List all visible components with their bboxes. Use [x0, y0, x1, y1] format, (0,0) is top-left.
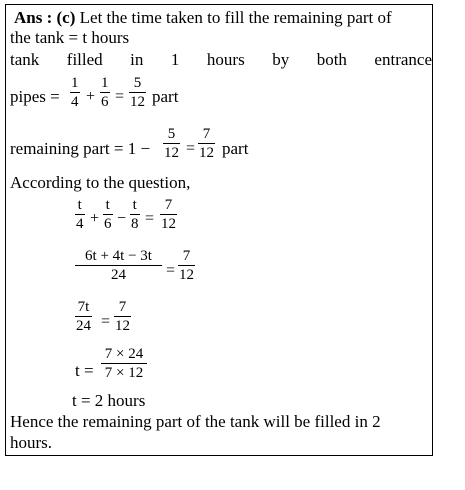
operator: =	[166, 262, 176, 279]
word: both	[316, 50, 347, 69]
answer-intro: Let the time taken to fill the remaining part of	[79, 8, 392, 27]
denominator: 24	[76, 318, 91, 334]
numerator: 7t	[77, 299, 90, 315]
fraction	[75, 197, 85, 234]
fraction	[100, 75, 110, 112]
conclusion-line-2: hours.	[10, 433, 53, 452]
numerator: t	[105, 197, 110, 213]
operator: =	[145, 210, 155, 227]
numerator: 5	[133, 75, 142, 91]
operator: =	[101, 313, 111, 330]
operator: +	[86, 88, 96, 105]
fraction	[178, 248, 195, 285]
fraction	[198, 126, 215, 163]
fraction	[129, 75, 146, 112]
fraction	[70, 75, 80, 112]
word: entrance	[374, 50, 432, 69]
word: filled	[66, 50, 103, 69]
denominator: 12	[199, 145, 214, 161]
operator: +	[90, 210, 100, 227]
denominator: 4	[76, 216, 84, 232]
numerator: 1	[71, 75, 79, 91]
fraction	[103, 197, 113, 234]
operator: =	[186, 140, 196, 157]
fraction	[101, 346, 147, 383]
answer-label: Ans : (c)	[14, 8, 76, 27]
pipes-suffix: part	[152, 87, 179, 106]
numerator: 7 × 24	[104, 346, 144, 362]
denominator: 12	[115, 318, 130, 334]
conclusion-line-1: Hence the remaining part of the tank will be filled in 2	[10, 412, 381, 431]
fraction	[130, 197, 140, 234]
numerator: 7	[182, 248, 191, 264]
eq4-prefix: t =	[75, 361, 94, 380]
word: by	[272, 50, 290, 69]
word: hours	[206, 50, 245, 69]
fraction	[163, 126, 180, 163]
operator: −	[117, 210, 127, 227]
word: tank	[10, 50, 40, 69]
denominator: 6	[101, 94, 109, 110]
answer-line-1	[14, 8, 392, 28]
remaining-suffix: part	[222, 139, 249, 158]
answer-box	[5, 4, 433, 456]
numerator: t	[77, 197, 82, 213]
numerator: t	[132, 197, 137, 213]
denominator: 12	[161, 216, 176, 232]
word: in	[130, 50, 144, 69]
answer-line-2: the tank = t hours	[10, 28, 130, 47]
operator: =	[115, 88, 125, 105]
numerator: 7	[164, 197, 173, 213]
denominator: 7 × 12	[101, 363, 147, 383]
fraction	[160, 197, 177, 234]
numerator: 5	[167, 126, 176, 142]
denominator: 4	[71, 94, 79, 110]
fraction	[75, 299, 92, 336]
numerator: 7	[118, 299, 127, 315]
word: 1	[170, 50, 180, 69]
denominator: 24	[75, 265, 162, 285]
fraction	[114, 299, 131, 336]
denominator: 12	[130, 94, 145, 110]
denominator: 8	[131, 216, 139, 232]
denominator: 12	[164, 145, 179, 161]
pipes-prefix: pipes =	[10, 87, 60, 106]
remaining-prefix: remaining part = 1 −	[10, 139, 151, 158]
answer-line-3	[10, 50, 432, 70]
numerator: 6t + 4t − 3t	[85, 248, 152, 264]
numerator: 7	[202, 126, 211, 142]
numerator: 1	[101, 75, 109, 91]
result-line: t = 2 hours	[72, 391, 146, 410]
fraction	[75, 248, 162, 285]
according-line: According to the question,	[10, 173, 191, 192]
denominator: 12	[179, 267, 194, 283]
denominator: 6	[104, 216, 112, 232]
